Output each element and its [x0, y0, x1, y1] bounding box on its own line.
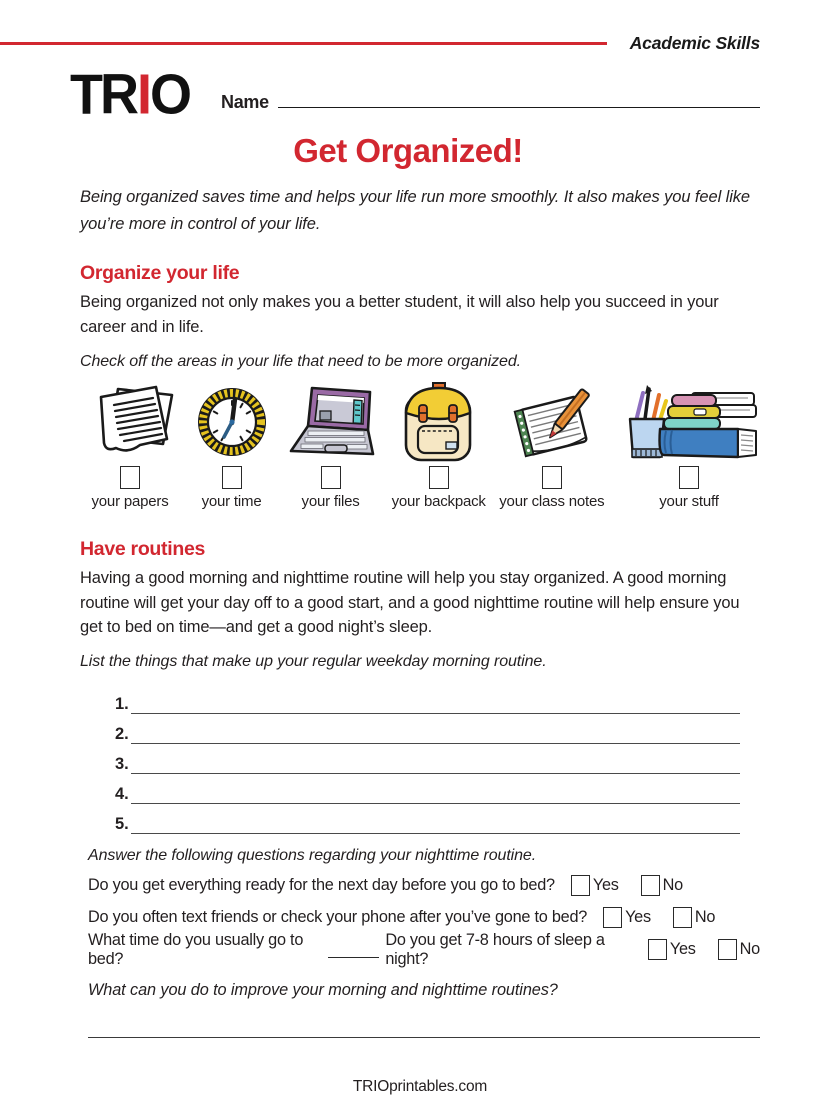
- routine-number: 3.: [115, 755, 129, 774]
- checkbox-your-backpack[interactable]: [429, 466, 449, 489]
- routine-number: 5.: [115, 815, 129, 834]
- routine-blank-1[interactable]: [131, 696, 740, 714]
- question-text: What time do you usually go to bed?: [88, 931, 324, 969]
- routine-line-1: [115, 684, 740, 714]
- q1-no-checkbox[interactable]: [641, 875, 660, 896]
- q1-yes-checkbox[interactable]: [571, 875, 590, 896]
- item-your-time: [194, 381, 270, 510]
- routine-blank-3[interactable]: [131, 756, 740, 774]
- question-text: Do you get everything ready for the next day before you go to bed?: [88, 876, 555, 895]
- question-text: Do you often text friends or check your phone after you’ve gone to bed?: [88, 908, 587, 927]
- item-label: your time: [202, 493, 262, 510]
- routine-number: 4.: [115, 785, 129, 804]
- routine-blank-5[interactable]: [131, 816, 740, 834]
- category-label: Academic Skills: [607, 33, 760, 54]
- routines-body: Having a good morning and nighttime routine will help you stay organized. A good morning routine will get your day off to a good start, and a good nighttime routine will help ensure you get to bed on time—and get a good night’s sleep.: [80, 566, 760, 640]
- trio-logo: [70, 67, 189, 123]
- footer-site: TRIOprintables.com: [80, 1078, 760, 1096]
- item-your-papers: [80, 381, 180, 510]
- name-input-line[interactable]: [278, 88, 760, 108]
- routines-list-instruction: List the things that make up your regular weekday morning routine.: [80, 653, 760, 671]
- q1-no-label: No: [663, 876, 683, 895]
- item-label: your backpack: [392, 493, 486, 510]
- organize-heading: Organize your life: [80, 262, 760, 285]
- item-label: your files: [302, 493, 360, 510]
- q2-no-checkbox[interactable]: [673, 907, 692, 928]
- organize-instruction: Check off the areas in your life that need to be more organized.: [80, 353, 760, 371]
- top-header: [0, 33, 816, 54]
- item-your-class-notes: [499, 381, 604, 510]
- logo-part-tr: TR: [70, 64, 136, 126]
- organize-items-row: [80, 381, 760, 510]
- routine-blank-4[interactable]: [131, 786, 740, 804]
- routine-line-4: [115, 774, 740, 804]
- improve-question: What can you do to improve your morning and nighttime routines?: [88, 981, 760, 1000]
- item-label: your stuff: [659, 493, 718, 510]
- q3-yes-label: Yes: [670, 940, 696, 959]
- question-3: [88, 938, 760, 961]
- header-rule: [0, 42, 607, 45]
- name-label: Name: [221, 92, 269, 113]
- routines-heading: Have routines: [80, 538, 760, 561]
- q3-yes-checkbox[interactable]: [648, 939, 667, 960]
- q2-no-label: No: [695, 908, 715, 927]
- item-your-backpack: [392, 381, 486, 510]
- intro-text: Being organized saves time and helps your life run more smoothly. It also makes you feel like you’re more in control of your life.: [80, 184, 760, 238]
- content-area: [0, 184, 816, 1096]
- bedtime-blank[interactable]: [328, 942, 380, 958]
- notebook-icon: [508, 381, 596, 463]
- item-label: your papers: [91, 493, 168, 510]
- q3-no-checkbox[interactable]: [718, 939, 737, 960]
- question-1: [88, 874, 760, 897]
- routine-blank-2[interactable]: [131, 726, 740, 744]
- checkbox-your-class-notes[interactable]: [542, 466, 562, 489]
- routine-line-2: [115, 714, 740, 744]
- item-your-stuff: [618, 381, 760, 510]
- papers-icon: [80, 381, 180, 463]
- improve-answer-line[interactable]: [88, 1036, 760, 1038]
- q3-no-label: No: [740, 940, 760, 959]
- organize-body: Being organized not only makes you a better student, it will also help you succeed in your career and in life.: [80, 290, 760, 340]
- checkbox-your-papers[interactable]: [120, 466, 140, 489]
- logo-name-row: [0, 68, 816, 122]
- routine-number: 2.: [115, 725, 129, 744]
- clock-icon: [194, 381, 270, 463]
- logo-part-o: O: [150, 64, 189, 126]
- questions-instruction: Answer the following questions regarding your nighttime routine.: [88, 847, 760, 865]
- worksheet-page: [0, 33, 816, 1089]
- q1-yes-label: Yes: [593, 876, 619, 895]
- checkbox-your-files[interactable]: [321, 466, 341, 489]
- routine-number: 1.: [115, 695, 129, 714]
- morning-routine-list: [115, 684, 740, 834]
- routine-line-5: [115, 804, 740, 834]
- checkbox-your-time[interactable]: [222, 466, 242, 489]
- question-2: [88, 906, 760, 929]
- laptop-icon: [283, 381, 378, 463]
- page-title: Get Organized!: [0, 132, 816, 170]
- item-your-files: [283, 381, 378, 510]
- q2-yes-label: Yes: [625, 908, 651, 927]
- question-text-2: Do you get 7-8 hours of sleep a night?: [385, 931, 632, 969]
- checkbox-your-stuff[interactable]: [679, 466, 699, 489]
- nighttime-questions: [88, 847, 760, 961]
- item-label: your class notes: [499, 493, 604, 510]
- routine-line-3: [115, 744, 740, 774]
- logo-part-i: I: [136, 64, 150, 126]
- q2-yes-checkbox[interactable]: [603, 907, 622, 928]
- backpack-icon: [396, 381, 482, 463]
- name-field-row: [221, 88, 760, 113]
- books-icon: [618, 381, 760, 463]
